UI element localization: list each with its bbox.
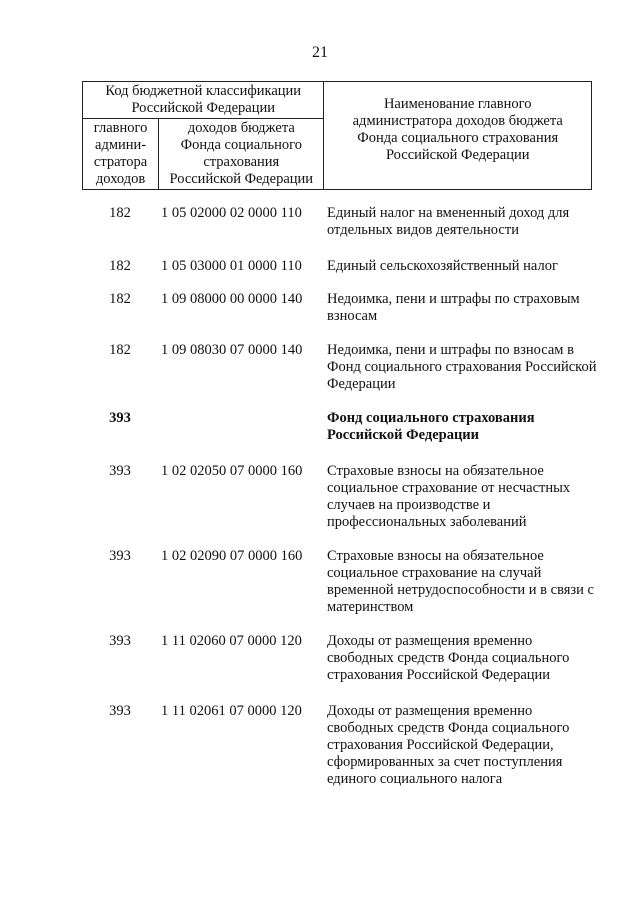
income-code: 1 02 02090 07 0000 160	[161, 548, 303, 564]
income-code: 1 11 02061 07 0000 120	[161, 703, 302, 719]
header-line: страхования	[203, 154, 280, 170]
income-name: Страховые взносы на обязательное социальное страхование на случай временной нетрудоспособности и в связи с материнством	[327, 548, 594, 615]
header-line: Наименование главного	[383, 96, 532, 112]
income-name: Фонд социального страхования Российской Федерации	[327, 410, 535, 443]
income-code: 1 02 02050 07 0000 160	[161, 463, 303, 479]
income-code: 1 05 02000 02 0000 110	[161, 205, 302, 221]
income-name: Страховые взносы на обязательное социальное страхование от несчастных случаев на производстве и профессиональных заболеваний	[327, 463, 571, 530]
header-line: стратора	[93, 154, 148, 170]
header-line: админи-	[95, 137, 147, 153]
admin-code: 182	[109, 342, 131, 358]
income-name: Единый сельскохозяйственный налог	[327, 258, 558, 274]
admin-code: 182	[109, 291, 131, 307]
header-line: Фонда социального	[180, 137, 302, 153]
income-code: 1 05 03000 01 0000 110	[161, 258, 302, 274]
income-name: Единый налог на вмененный доход для отдельных видов деятельности	[327, 205, 570, 238]
header-line: Российской Федерации	[385, 147, 530, 163]
header-line: доходов бюджета	[187, 120, 295, 136]
income-name: Недоимка, пени и штрафы по взносам в Фонд социального страхования Российской Федерации	[327, 342, 597, 392]
code-group-header: Код бюджетной классификации Российской Федерации	[83, 82, 324, 119]
admin-code: 182	[109, 205, 131, 221]
income-name: Доходы от размещения временно свободных средств Фонда социального страхования Российской Федерации, сформированных за счет поступления единого социального налога	[327, 703, 570, 787]
header-line: Российской Федерации	[169, 171, 314, 187]
header-line: доходов	[95, 171, 146, 187]
income-column-header	[159, 119, 324, 190]
admin-code: 182	[109, 258, 131, 274]
admin-code: 393	[109, 410, 131, 426]
income-name: Доходы от размещения временно свободных средств Фонда социального страхования Российской Федерации	[327, 633, 570, 683]
income-name: Недоимка, пени и штрафы по страховым взносам	[327, 291, 580, 324]
admin-code: 393	[109, 463, 131, 479]
income-code: 1 09 08000 00 0000 140	[161, 291, 303, 307]
income-code: 1 11 02060 07 0000 120	[161, 633, 302, 649]
header-line: Фонда социального страхования	[357, 130, 559, 146]
table-header	[82, 81, 592, 190]
income-code: 1 09 08030 07 0000 140	[161, 342, 303, 358]
admin-code: 393	[109, 703, 131, 719]
header-line: главного	[93, 120, 148, 136]
name-column-header	[324, 82, 592, 190]
admin-column-header	[83, 119, 159, 190]
page-number: 21	[312, 44, 328, 61]
admin-code: 393	[109, 633, 131, 649]
header-line: администратора доходов бюджета	[352, 113, 563, 129]
admin-code: 393	[109, 548, 131, 564]
